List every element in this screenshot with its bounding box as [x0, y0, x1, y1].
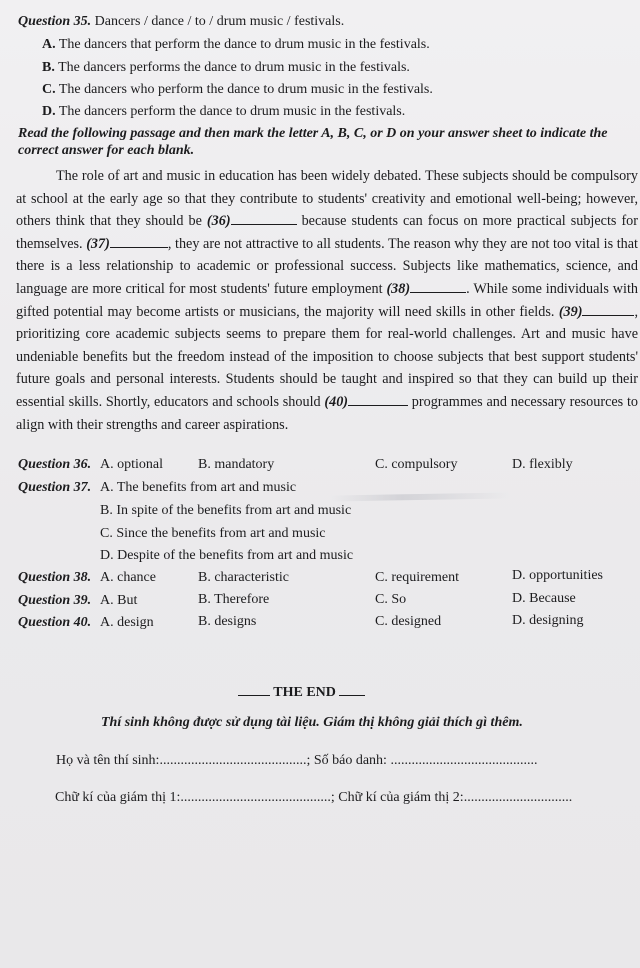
- option-text: The dancers performs the dance to drum music in the festivals.: [58, 60, 410, 75]
- question-40-option-d: D. designing: [512, 613, 584, 628]
- candidate-name-field: ..........................................: [159, 753, 307, 768]
- question-36-option-c: C. compulsory: [375, 457, 458, 472]
- reading-passage: [16, 165, 638, 436]
- question-40-option-b: B. designs: [198, 614, 257, 629]
- candidate-number-field: ..........................................: [390, 753, 538, 768]
- question-35-prompt: Dancers / dance / to / drum music / festivals.: [94, 14, 345, 29]
- question-38-option-d: D. opportunities: [512, 568, 603, 583]
- option-letter: C.: [42, 82, 56, 97]
- question-36-option-d: D. flexibly: [512, 457, 573, 472]
- blank-36-line: [231, 210, 297, 225]
- question-37-option-d: D. Despite of the benefits from art and music: [100, 548, 354, 563]
- option-text: The dancers perform the dance to drum music in the festivals.: [58, 104, 406, 119]
- blank-39-number: (39): [558, 303, 583, 320]
- blank-38-line: [410, 278, 466, 293]
- proctor-2-field: ...............................: [463, 790, 573, 805]
- question-40-option-a: A. design: [100, 615, 154, 630]
- passage-text: , they are not attractive to all students. The reason why they are not too vital is that there is a less relationship to academic or professional success. Subjects like mathematics, science, and language are more critical for most students' future employment: [16, 235, 638, 297]
- passage-text: . While some individuals with gifted potential may become artists or musicians, the majority will need skills in other fields.: [16, 280, 638, 320]
- blank-36-number: (36): [206, 213, 231, 230]
- question-37-option-c: C. Since the benefits from art and music: [100, 526, 326, 541]
- question-36-option-b: B. mandatory: [198, 457, 275, 472]
- question-39-option-b: B. Therefore: [198, 592, 270, 607]
- question-39-option-d: D. Because: [512, 591, 576, 606]
- proctor-1-field: ...........................................: [180, 790, 331, 805]
- candidate-name-label: Họ và tên thí sinh:: [56, 753, 160, 768]
- question-40-label: Question 40.: [18, 615, 92, 630]
- question-35-option-d: [42, 104, 405, 120]
- candidate-info-line: [56, 753, 537, 769]
- blank-40-line: [348, 391, 408, 406]
- question-35-option-b: [42, 60, 410, 76]
- the-end-left-rule: [238, 683, 270, 696]
- passage-text: , prioritizing core academic subjects seems to prepare them for real-world challenges. Art and music have undeniable benefits but the freedom instead of the imposition to choose subjects that best support students' future goals and personal interests. Students should be taught and inspired so that they can build up their essential skills. Shortly, educators and schools should: [16, 303, 638, 410]
- proctor-2-label: ; Chữ kí của giám thị 2:: [330, 790, 464, 805]
- question-37-label: Question 37.: [18, 480, 92, 495]
- blank-37-number: (37): [86, 235, 110, 252]
- passage-text: programmes and necessary resources to align with their strengths and career aspirations.: [16, 393, 638, 433]
- option-letter: D.: [42, 104, 56, 119]
- option-text: The dancers who perform the dance to drum music in the festivals.: [58, 82, 433, 97]
- candidate-number-label: ; Số báo danh:: [306, 753, 387, 768]
- question-38-option-c: C. requirement: [375, 570, 459, 585]
- question-39-option-a: A. But: [100, 593, 138, 608]
- option-letter: B.: [42, 60, 55, 75]
- option-text: The dancers that perform the dance to drum music in the festivals.: [58, 37, 430, 52]
- question-38-option-b: B. characteristic: [198, 570, 289, 585]
- question-35-label: Question 35.: [18, 14, 92, 29]
- question-36-label: Question 36.: [18, 457, 92, 472]
- question-38-option-a: A. chance: [100, 570, 156, 585]
- question-36-option-a: A. optional: [100, 457, 163, 472]
- question-37-option-b: B. In spite of the benefits from art and music: [100, 503, 352, 518]
- blank-38-number: (38): [386, 280, 411, 297]
- question-39-label: Question 39.: [18, 593, 92, 608]
- blank-37-line: [110, 233, 168, 248]
- question-38-label: Question 38.: [18, 570, 92, 585]
- passage-text: The role of art and music in education has been widely debated. These subjects should be compulsory at school at the early age so that they contribute to students' creativity and emotional well-being; however, others think that they should be: [16, 168, 638, 230]
- reading-instruction: Read the following passage and then mark the letter A, B, C, or D on your answer sheet to indicate the correct answer for each blank.: [18, 126, 608, 158]
- paper-scuff: [330, 492, 510, 501]
- proctor-signature-line: [55, 790, 572, 806]
- the-end-text: THE END: [273, 685, 336, 700]
- question-35-option-c: [42, 82, 433, 98]
- the-end-right-rule: [339, 683, 365, 696]
- option-letter: A.: [42, 37, 56, 52]
- proctor-1-label: Chữ kí của giám thị 1:: [55, 790, 181, 805]
- question-35-option-a: [42, 37, 430, 53]
- question-35: [18, 14, 344, 30]
- exam-note: Thí sinh không được sử dụng tài liệu. Giám thị không giải thích gì thêm.: [101, 715, 523, 730]
- question-39-option-c: C. So: [375, 592, 407, 607]
- question-37-option-a: A. The benefits from art and music: [100, 480, 297, 495]
- the-end-heading: [238, 683, 365, 701]
- passage-text: because students can focus on more practical subjects for themselves.: [16, 213, 638, 252]
- blank-40-number: (40): [324, 393, 349, 410]
- blank-39-line: [582, 301, 634, 316]
- question-40-option-c: C. designed: [375, 614, 442, 629]
